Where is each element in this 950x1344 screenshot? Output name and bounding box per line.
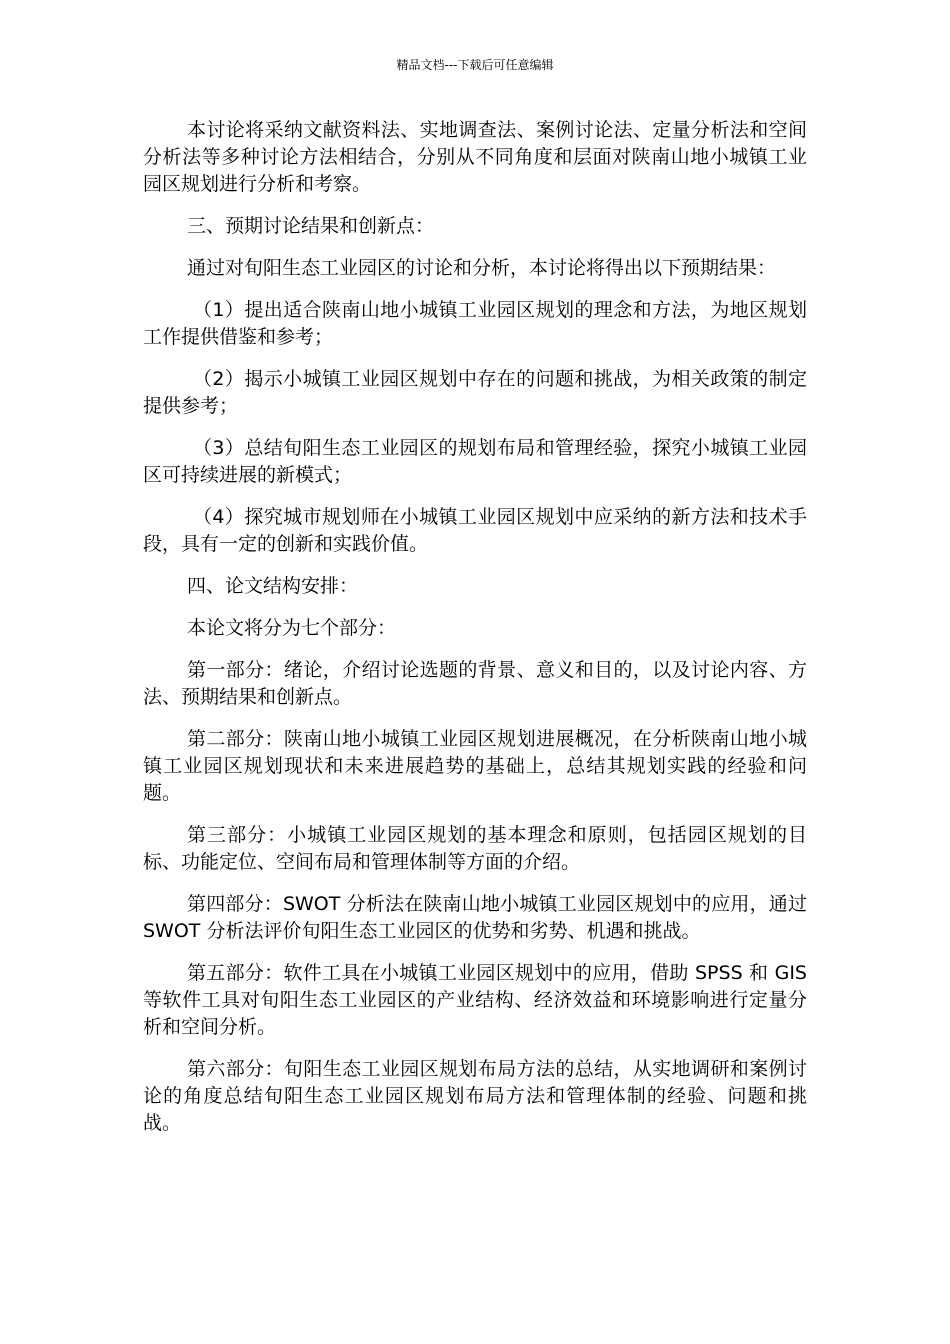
section-heading-expected-results: 三、预期讨论结果和创新点： [187, 215, 435, 237]
paragraph-structure-intro: 本论文将分为七个部分： [187, 617, 397, 639]
section-heading-structure: 四、论文结构安排： [187, 575, 359, 597]
paragraph-methods: 本讨论将采纳文献资料法、实地调查法、案例讨论法、定量分析法和空间分析法等多种讨论方法相结合，分别从不同角度和层面对陕南山地小城镇工业园区规划进行分析和考察。 [143, 119, 807, 195]
page-header: 精品文档---下载后可任意编辑 [396, 58, 554, 72]
paragraph-expected-intro: 通过对旬阳生态工业园区的讨论和分析，本讨论将得出以下预期结果： [187, 257, 777, 279]
list-item-2: （2）揭示小城镇工业园区规划中存在的问题和挑战，为相关政策的制定提供参考； [143, 368, 807, 417]
list-item-4: （4）探究城市规划师在小城镇工业园区规划中应采纳的新方法和技术手段，具有一定的创新和实践价值。 [143, 506, 807, 555]
paragraph-part-6: 第六部分：旬阳生态工业园区规划布局方法的总结，从实地调研和案例讨论的角度总结旬阳生态工业园区规划布局方法和管理体制的经验、问题和挑战。 [143, 1058, 807, 1134]
paragraph-part-2: 第二部分：陕南山地小城镇工业园区规划进展概况，在分析陕南山地小城镇工业园区规划现状和未来进展趋势的基础上，总结其规划实践的经验和问题。 [143, 728, 807, 804]
list-item-1: （1）提出适合陕南山地小城镇工业园区规划的理念和方法，为地区规划工作提供借鉴和参考； [143, 299, 807, 348]
paragraph-part-5: 第五部分：软件工具在小城镇工业园区规划中的应用，借助 SPSS 和 GIS 等软件工具对旬阳生态工业园区的产业结构、经济效益和环境影响进行定量分析和空间分析。 [143, 962, 807, 1038]
paragraph-part-1: 第一部分：绪论，介绍讨论选题的背景、意义和目的，以及讨论内容、方法、预期结果和创新点。 [143, 659, 807, 708]
paragraph-part-3: 第三部分：小城镇工业园区规划的基本理念和原则，包括园区规划的目标、功能定位、空间布局和管理体制等方面的介绍。 [143, 824, 807, 873]
paragraph-part-4: 第四部分：SWOT 分析法在陕南山地小城镇工业园区规划中的应用，通过 SWOT 分析法评价旬阳生态工业园区的优势和劣势、机遇和挑战。 [143, 893, 807, 942]
document-body [143, 117, 807, 1152]
list-item-3: （3）总结旬阳生态工业园区的规划布局和管理经验，探究小城镇工业园区可持续进展的新模式； [143, 437, 807, 486]
